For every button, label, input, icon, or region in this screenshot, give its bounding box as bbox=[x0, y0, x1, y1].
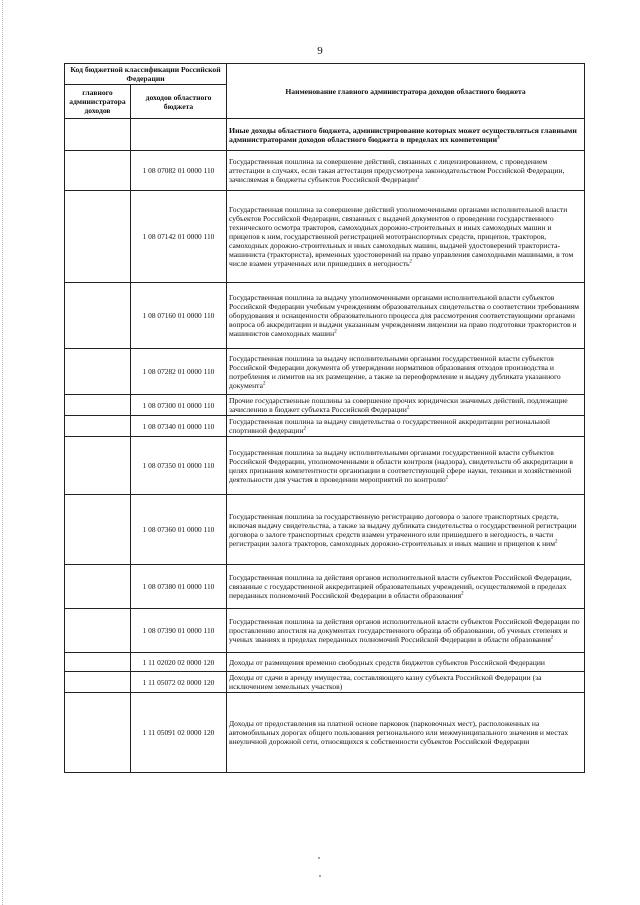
table-row bbox=[65, 693, 585, 773]
footnote-mark: 2 bbox=[555, 538, 558, 544]
page-number: 9 bbox=[317, 45, 323, 57]
revenue-name-cell bbox=[227, 283, 585, 349]
table-row bbox=[65, 416, 585, 437]
footnote-mark: 2 bbox=[461, 591, 464, 597]
revenue-name-cell bbox=[227, 693, 585, 773]
revenue-name: Доходы от сдачи в аренду имущества, составляющего казну субъекта Российской Федерации (за исключением земельных участков) bbox=[229, 673, 542, 691]
revenue-name: Государственная пошлина за действия органов исполнительной власти субъектов Российской Федерации по проставлению апостиля на документах государственного образца об образовании, об ученых степенях и ученых званиях в пределах переданных полномочий Российской Федерации в области образования bbox=[229, 617, 580, 644]
revenue-name-cell bbox=[227, 495, 585, 565]
admin-code-cell bbox=[65, 151, 131, 191]
income-code-cell: 1 08 07390 01 0000 110 bbox=[131, 609, 227, 653]
revenue-name-cell bbox=[227, 151, 585, 191]
admin-code-cell bbox=[65, 609, 131, 653]
table-body bbox=[65, 119, 585, 773]
table-row bbox=[65, 395, 585, 416]
admin-code-cell bbox=[65, 395, 131, 416]
admin-code-cell bbox=[65, 693, 131, 773]
revenue-name-cell bbox=[227, 437, 585, 495]
revenue-name-cell bbox=[227, 653, 585, 672]
income-code-cell: 1 08 07380 01 0000 110 bbox=[131, 565, 227, 609]
section-title-cell bbox=[227, 119, 585, 151]
revenue-name: Государственная пошлина за выдачу уполномоченными органами исполнительной власти субъектов Российской Федерации учебным учреждениям образовательных свидетельства о соответствии требованиям оборудования и оснащенности образовательного процесса для рассмотрения соответствующими органами вопроса об аккредитации и выдачи указанным учреждениям лицензии на право подготовки трактористов и машинистов самоходных машин bbox=[229, 293, 580, 338]
revenue-name: Государственная пошлина за совершение действий уполномоченными органами исполнительной власти субъектов Российской Федерации, связанных с выдачей документов о проведении государственного технического осмотра тракторов, самоходных дорожно-строительных и иных самоходных машин и прицепов к ним, государственной регистрацией мототранспортных средств, прицепов, тракторов, самоходных дорожно-строительных и иных самоходных машин, выдачей удостоверений тракториста-машиниста (тракториста), временных удостоверений на право управления самоходными машинами, в том числе взамен утраченных или пришедших в негодность bbox=[229, 205, 574, 268]
revenue-name-cell bbox=[227, 416, 585, 437]
section-code-cell bbox=[131, 119, 227, 151]
admin-code-cell bbox=[65, 416, 131, 437]
footnote-mark: 2 bbox=[417, 175, 420, 181]
table-row bbox=[65, 283, 585, 349]
table-row bbox=[65, 349, 585, 395]
revenue-name-cell bbox=[227, 609, 585, 653]
admin-code-cell bbox=[65, 191, 131, 283]
header-name: Наименование главного администратора доходов областного бюджета bbox=[227, 64, 585, 119]
income-code-cell: 1 08 07142 01 0000 110 bbox=[131, 191, 227, 283]
footnote-mark: 2 bbox=[409, 259, 412, 265]
section-footnote: 3 bbox=[497, 134, 500, 140]
revenue-name: Доходы от размещения временно свободных средств бюджетов субъектов Российской Федерации bbox=[229, 657, 545, 667]
revenue-name-cell bbox=[227, 565, 585, 609]
admin-code-cell bbox=[65, 349, 131, 395]
scan-speck bbox=[319, 875, 321, 877]
admin-code-cell bbox=[65, 283, 131, 349]
footnote-mark: 2 bbox=[303, 426, 307, 432]
footnote-mark: 2 bbox=[262, 380, 266, 386]
revenue-name: Государственная пошлина за выдачу исполнительными органами государственной власти субъектов Российской Федерации документа об утверждении нормативов образования отходов производства и потребления и лимитов на их размещение, а также за переоформление и выдачу дубликата указанного документа bbox=[229, 353, 561, 390]
table-row bbox=[65, 672, 585, 693]
revenue-name: Доходы от предоставления на платной основе парковок (парковочных мест), расположенных на автомобильных дорогах общего пользования регионального или межмуниципального значения и местах внеуличной дорожной сети, относящихся к собственности субъектов Российской Федерации bbox=[229, 719, 569, 746]
revenue-name-cell bbox=[227, 672, 585, 693]
income-code-cell: 1 08 07300 01 0000 110 bbox=[131, 395, 227, 416]
income-code-cell: 1 11 02020 02 0000 120 bbox=[131, 653, 227, 672]
budget-revenue-table bbox=[64, 63, 585, 773]
header-kbk: Код бюджетной классификации Российской Федерации bbox=[65, 64, 227, 85]
income-code-cell: 1 11 05091 02 0000 120 bbox=[131, 693, 227, 773]
income-code-cell: 1 11 05072 02 0000 120 bbox=[131, 672, 227, 693]
revenue-name: Государственная пошлина за государственную регистрацию договора о залоге транспортных средств, включая выдачу свидетельства, а также за выдачу дубликата свидетельства о государственной регистрации договора о залоге транспортных средств взамен утраченного или пришедшего в негодность, в части регистрации залога тракторов, самоходных дорожно-строительных и иных машин и прицепов к ним bbox=[229, 511, 577, 548]
revenue-name: Прочие государственные пошлины за совершение прочих юридически значимых действий, подлежащие зачислению в бюджет субъекта Российской Федерации bbox=[229, 396, 568, 414]
revenue-name: Государственная пошлина за выдачу исполнительными органами государственной власти субъектов Российской Федерации, уполномоченными в области контроля (надзора), свидетельств об аккредитации в целях признания компетентности организации в соответствующей сфере науки, техники и хозяйственной деятельности для участия в проведении мероприятий по контролю bbox=[229, 447, 573, 484]
admin-code-cell bbox=[65, 495, 131, 565]
revenue-name: Государственная пошлина за совершение действий, связанных с лицензированием, с проведением аттестации в случаях, если такая аттестация предусмотрена законодательством Российской Федерации, зачисляемая в бюджеты субъектов Российской Федерации bbox=[229, 157, 565, 184]
admin-code-cell bbox=[65, 437, 131, 495]
footnote-mark: 2 bbox=[334, 329, 337, 335]
footnote-mark: 2 bbox=[406, 405, 410, 411]
table-row bbox=[65, 653, 585, 672]
income-code-cell: 1 08 07282 01 0000 110 bbox=[131, 349, 227, 395]
income-code-cell: 1 08 07340 01 0000 110 bbox=[131, 416, 227, 437]
admin-code-cell bbox=[65, 565, 131, 609]
footnote-mark: 2 bbox=[550, 635, 554, 641]
revenue-name-cell bbox=[227, 349, 585, 395]
revenue-name: Государственная пошлина за выдачу свидетельства о государственной аккредитации региональной спортивной федерации bbox=[229, 417, 550, 435]
table-row bbox=[65, 437, 585, 495]
income-code-cell: 1 08 07350 01 0000 110 bbox=[131, 437, 227, 495]
income-code-cell: 1 08 07360 01 0000 110 bbox=[131, 495, 227, 565]
table-row bbox=[65, 191, 585, 283]
table-row bbox=[65, 565, 585, 609]
section-admin-cell bbox=[65, 119, 131, 151]
scan-edge-marks bbox=[2, 0, 5, 905]
table-row bbox=[65, 609, 585, 653]
income-code-cell: 1 08 07160 01 0000 110 bbox=[131, 283, 227, 349]
header-admin: главного администратора доходов bbox=[65, 85, 131, 119]
header-income: доходов областного бюджета bbox=[131, 85, 227, 119]
scan-speck bbox=[318, 857, 320, 859]
section-row bbox=[65, 119, 585, 151]
revenue-name-cell bbox=[227, 395, 585, 416]
section-title: Иные доходы областного бюджета, администрирование которых может осуществляться главными администраторами доходов областного бюджета в пределах их компетенции bbox=[229, 125, 577, 144]
admin-code-cell bbox=[65, 653, 131, 672]
income-code-cell: 1 08 07082 01 0000 110 bbox=[131, 151, 227, 191]
revenue-name-cell bbox=[227, 191, 585, 283]
revenue-name: Государственная пошлина за действия органов исполнительной власти субъектов Российской Федерации, связанные с государственной аккредитацией образовательных учреждений, осуществляемой в пределах переданных полномочий Российской Федерации в области образования bbox=[229, 573, 572, 600]
table-row bbox=[65, 495, 585, 565]
footnote-mark: 2 bbox=[445, 474, 449, 480]
admin-code-cell bbox=[65, 672, 131, 693]
table-row bbox=[65, 151, 585, 191]
